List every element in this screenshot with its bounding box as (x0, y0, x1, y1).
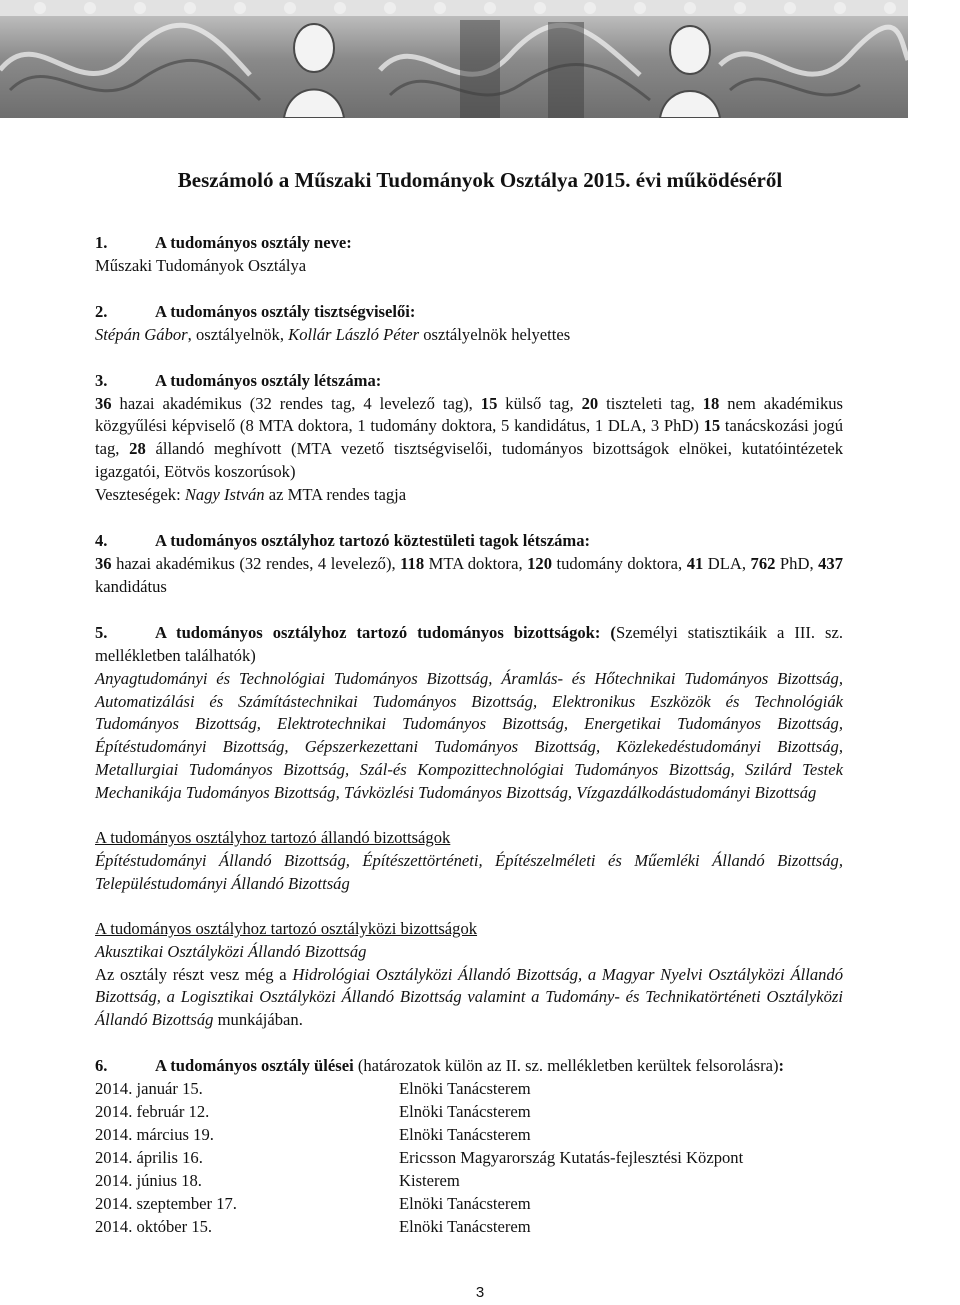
meeting-place: Elnöki Tanácsterem (399, 1079, 531, 1099)
meeting-row (95, 1078, 843, 1101)
section-3 (95, 370, 843, 507)
meeting-place: Elnöki Tanácsterem (399, 1216, 531, 1236)
section-4-heading (95, 530, 843, 553)
meeting-row (95, 1147, 843, 1170)
meeting-row (95, 1101, 843, 1124)
section-1-number: 1. (95, 233, 108, 252)
permanent-committees-list: Építéstudományi Állandó Bizottság, Építészettörténeti, Építészelméleti és Műemléki Állandó Bizottság, Településtudományi Állandó Bizottság (95, 850, 843, 893)
meeting-place: Elnöki Tanácsterem (399, 1193, 531, 1213)
section-5-title: A tudományos osztályhoz tartozó tudományos bizottságok: ( (155, 622, 616, 642)
section-6-title: A tudományos osztály ülései (155, 1056, 354, 1076)
section-1-title: A tudományos osztály neve: (155, 233, 352, 252)
meeting-date: 2014. február 12. (95, 1102, 210, 1122)
section-5 (95, 622, 843, 1033)
interdepartmental-participation: Az osztály részt vesz még a Hidrológiai Osztályközi Állandó Bizottság, a Magyar Nyelvi Osztályközi Állandó Bizottság, a Logisztikai Osztályközi Állandó Bizottság valamint a Tudomány- és Technikatörténeti Osztályközi Állandó Bizottság munkájában. (95, 964, 844, 1030)
meeting-place: Elnöki Tanácsterem (399, 1102, 531, 1122)
section-3-losses: Veszteségek: Nagy István az MTA rendes tagja (95, 485, 407, 505)
meeting-row (95, 1193, 843, 1216)
meeting-place: Kisterem (399, 1170, 460, 1190)
meeting-date: 2014. június 18. (95, 1170, 202, 1190)
section-4-title: A tudományos osztályhoz tartozó köztestületi tagok létszáma: (155, 531, 591, 551)
interdepartmental-committees-heading: A tudományos osztályhoz tartozó osztályközi bizottságok (95, 918, 478, 938)
permanent-committees-heading: A tudományos osztályhoz tartozó állandó bizottságok (95, 828, 451, 848)
section-3-body: 36 hazai akadémikus (32 rendes tag, 4 levelező tag), 15 külső tag, 20 tiszteleti tag, 18 nem akadémikus közgyűlési képviselő (8 MTA doktora, 1 tudomány doktora, 5 kandidátus, 1 DLA, 3 PhD) 15 tanácskozási jogú tag, 28 állandó meghívott (MTA vezető tisztségviselői, tudományos bizottságok elnökei, kutatóintézetek igazgatói, Eötvös koszorúsok) (95, 393, 843, 482)
section-2-heading (95, 301, 843, 324)
section-2-title: A tudományos osztály tisztségviselői: (155, 301, 416, 321)
officer-president: Stépán Gábor (95, 324, 188, 344)
meeting-place: Ericsson Magyarország Kutatás-fejlesztési Központ (399, 1147, 744, 1167)
section-4-number: 4. (95, 531, 108, 551)
section-2 (95, 301, 843, 347)
section-6-number: 6. (95, 1056, 108, 1076)
section-4-body: 36 hazai akadémikus (32 rendes, 4 levelező), 118 MTA doktora, 120 tudomány doktora, 41 DLA, 762 PhD, 437 kandidátus (95, 553, 843, 596)
section-1 (95, 232, 843, 278)
section-4 (95, 530, 843, 599)
meeting-date: 2014. szeptember 17. (95, 1193, 237, 1213)
document-title: Beszámoló a Műszaki Tudományok Osztálya 2015. évi működéséről (177, 168, 783, 192)
meeting-row (95, 1216, 843, 1239)
section-6-heading: 6. A tudományos osztály ülései (határozatok külön az II. sz. mellékletben kerültek felsorolásra): (95, 1055, 843, 1078)
section-3-number: 3. (95, 370, 108, 390)
section-5-number: 5. (95, 622, 108, 642)
meeting-date: 2014. március 19. (95, 1125, 214, 1144)
page-number: 3 (475, 1284, 485, 1301)
section-1-heading (95, 232, 843, 255)
ornament-relief-graphic (0, 0, 908, 118)
section-1-body: Műszaki Tudományok Osztálya (95, 255, 307, 275)
section-3-title: A tudományos osztály létszáma: (155, 370, 382, 390)
meeting-row (95, 1124, 843, 1147)
committee-list: Anyagtudományi és Technológiai Tudományos Bizottság, Áramlás- és Hőtechnikai Tudományos Bizottság, Automatizálási és Számítástechnikai Tudományos Bizottság, Elektronikus Eszközök és Technológiák Tudományos Bizottság, Elektrotechnikai Tudományos Bizottság, Energetikai Tudományos Bizottság, Építéstudományi Bizottság, Gépszerkezettani Tudományos Bizottság, Közlekedéstudományi Bizottság, Metallurgiai Tudományos Bizottság, Szál-és Kompozittechnológiai Tudományos Bizottság, Szilárd Testek Mechanikája Tudományos Bizottság, Távközlési Tudományos Bizottság, Vízgazdálkodástudományi Bizottság (95, 668, 843, 803)
header-banner-image (0, 0, 908, 118)
meeting-row (95, 1170, 843, 1193)
section-3-heading (95, 370, 843, 393)
meeting-date: 2014. január 15. (95, 1079, 203, 1099)
section-2-body: Stépán Gábor, osztályelnök, Kollár László Péter osztályelnök helyettes (95, 324, 571, 344)
meeting-date: 2014. október 15. (95, 1216, 213, 1236)
meeting-list (95, 1078, 843, 1238)
section-6 (95, 1055, 843, 1238)
meeting-date: 2014. április 16. (95, 1147, 203, 1167)
section-2-number: 2. (95, 301, 108, 321)
meeting-place: Elnöki Tanácsterem (399, 1125, 531, 1144)
interdepartmental-committee: Akusztikai Osztályközi Állandó Bizottság (95, 941, 367, 961)
document-body (95, 232, 843, 1239)
section-5-heading: 5. A tudományos osztályhoz tartozó tudományos bizottságok: (Személyi statisztikáik a III. sz. mellékletben találhatók) (95, 622, 844, 665)
officer-vice-president: Kollár László Péter (288, 324, 420, 344)
